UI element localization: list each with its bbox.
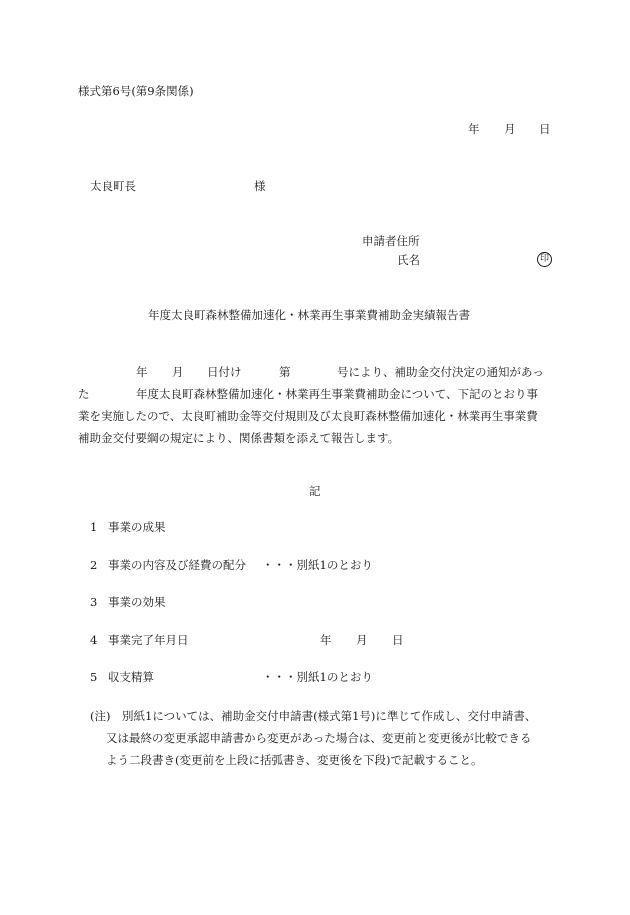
body-line1-rest: 号により、補助金交付決定の通知があっ [337, 365, 544, 379]
item-number: 2 [90, 558, 98, 572]
item-suffix: ・・・別紙1のとおり [262, 670, 373, 684]
body-line2-rest: 年度太良町森林整備加速化・林業再生事業費補助金について、下記のとおり事 [136, 387, 539, 401]
note-line3: よう二段書き(変更前を上段に括弧書き、変更後を下段)で記載すること。 [106, 753, 483, 767]
addressee-honorific: 様 [254, 179, 266, 193]
addressee-name: 太良町長 [90, 179, 136, 193]
date-day: 日 [539, 122, 551, 136]
item-label: 事業の成果 [108, 520, 166, 534]
date-year: 年 [468, 122, 480, 136]
body-line1-no: 第 [279, 365, 291, 379]
note-line1: 別紙1については、補助金交付申請書(様式第1号)に準じて作成し、交付申請書、 [122, 709, 537, 723]
body-line2-start: た [78, 387, 90, 401]
ki-heading: 記 [309, 484, 321, 498]
seal-mark: 印 [537, 252, 552, 267]
item-label: 収支精算 [108, 670, 154, 684]
applicant-name-label: 氏名 [397, 253, 420, 267]
item-suffix: ・・・別紙1のとおり [262, 558, 373, 572]
body-line1-year: 年 [136, 365, 148, 379]
document-title: 年度太良町森林整備加速化・林業再生事業費補助金実績報告書 [148, 308, 470, 322]
completion-year: 年 [320, 633, 332, 647]
item-label: 事業の効果 [108, 595, 166, 609]
body-line3: 業を実施したので、太良町補助金等交付規則及び太良町森林整備加速化・林業再生事業費 [78, 409, 538, 423]
item-number: 4 [90, 633, 98, 647]
form-number: 様式第6号(第9条関係) [78, 84, 194, 98]
item-number: 5 [90, 670, 98, 684]
body-line4: 補助金交付要綱の規定により、関係書類を添えて報告します。 [78, 431, 400, 445]
note-line2: 又は最終の変更承認申請書から変更があった場合は、変更前と変更後が比較できる [106, 731, 532, 745]
item-label: 事業完了年月日 [108, 633, 189, 647]
body-line1-month: 月 [172, 365, 184, 379]
date-month: 月 [504, 122, 516, 136]
body-line1-day: 日付け [207, 365, 242, 379]
note-label: (注) [90, 709, 111, 723]
item-number: 1 [90, 520, 98, 534]
item-number: 3 [90, 595, 98, 609]
completion-month: 月 [356, 633, 368, 647]
item-label: 事業の内容及び経費の配分 [108, 558, 246, 572]
applicant-address-label: 申請者住所 [362, 234, 420, 248]
completion-day: 日 [392, 633, 404, 647]
